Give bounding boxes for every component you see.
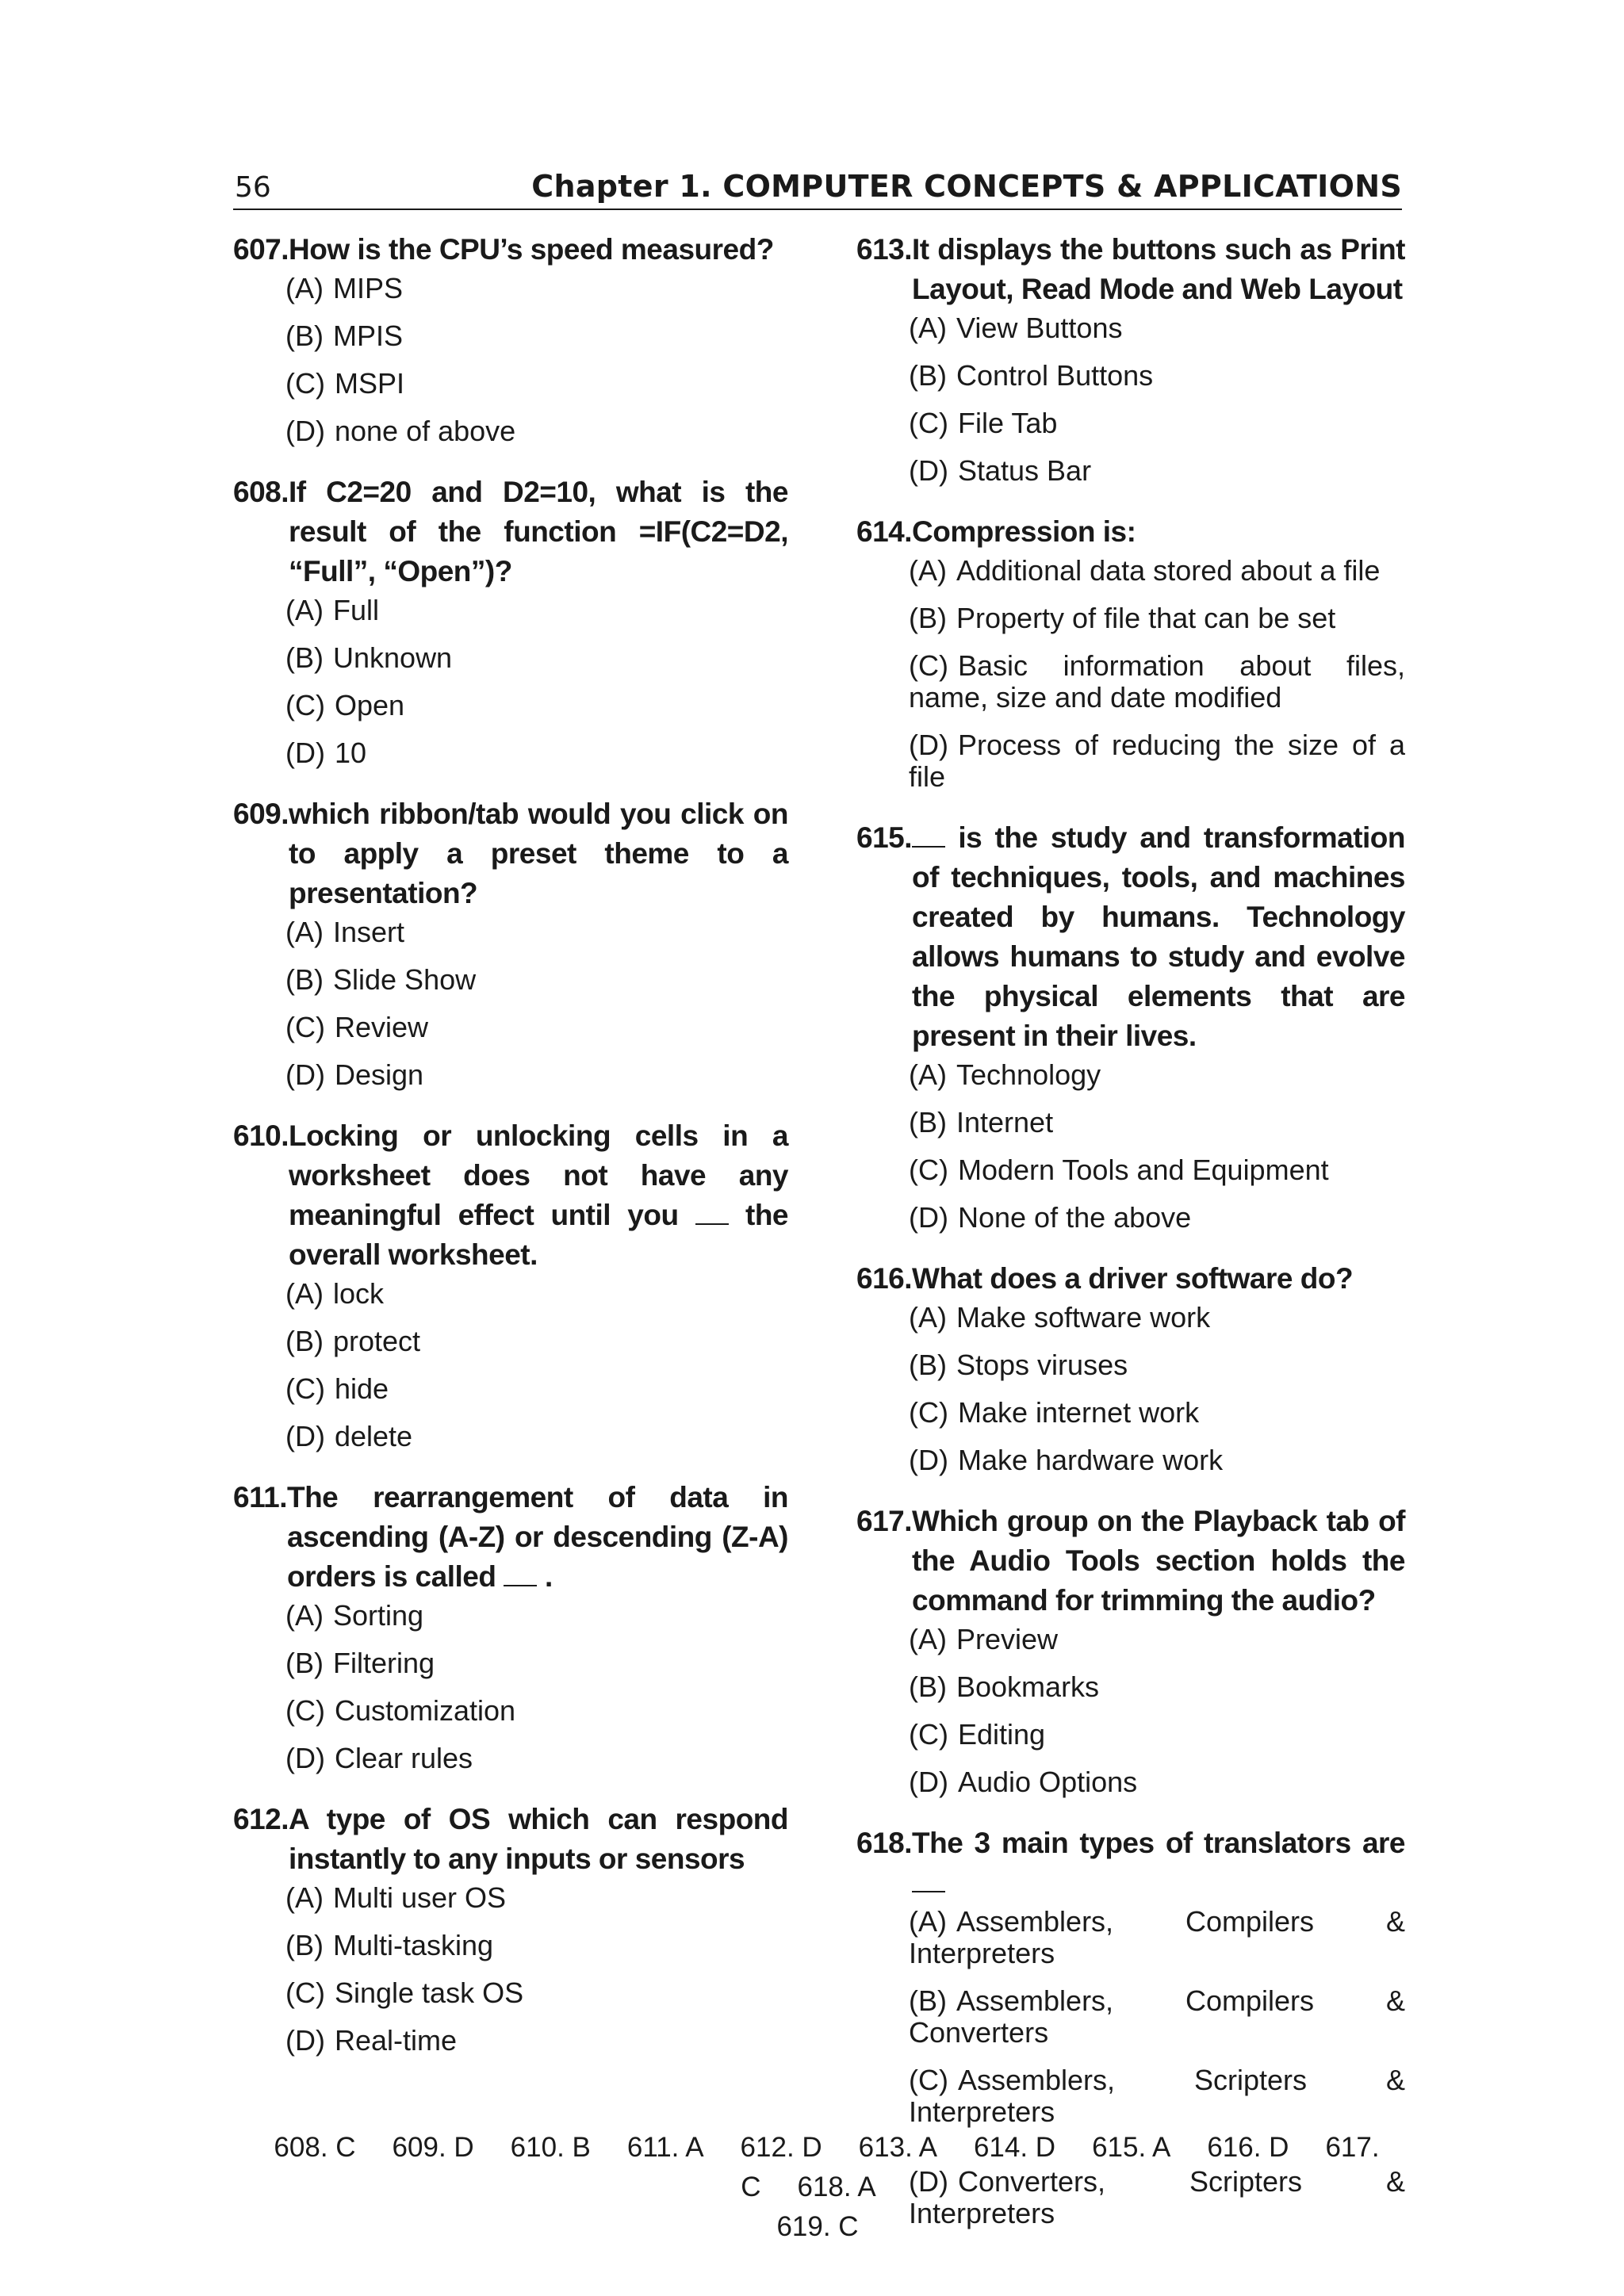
question-text: What does a driver software do? (912, 1262, 1354, 1295)
options-list (909, 1302, 1405, 1476)
question-block (233, 230, 788, 447)
option-letter: (A) (285, 272, 324, 304)
question-text-after: the overall worksheet. (289, 1199, 788, 1271)
question-block (856, 818, 1405, 1234)
options-list (285, 1278, 788, 1452)
question-block (233, 1478, 788, 1774)
answer-item: 609. D (392, 2132, 474, 2163)
question-text: Compression is: (912, 515, 1136, 548)
question-block (856, 230, 1405, 487)
option-item (285, 2025, 788, 2057)
option-letter: (B) (909, 1984, 947, 2017)
option-letter: (B) (285, 1929, 324, 1961)
option-item (909, 2064, 1405, 2128)
option-item (285, 368, 788, 400)
question-line (233, 794, 788, 913)
question-text-before: The 3 main types of translators are (912, 1827, 1405, 1859)
answer-blank (504, 1584, 537, 1586)
option-item (909, 1059, 1405, 1091)
option-letter: (D) (285, 1420, 325, 1452)
option-letter: (D) (909, 1444, 948, 1476)
option-item (909, 408, 1405, 439)
option-item (909, 1445, 1405, 1476)
option-item (909, 1624, 1405, 1655)
option-item (285, 1743, 788, 1774)
question-line (233, 1478, 788, 1597)
answer-item: 614. D (973, 2132, 1056, 2163)
option-item (285, 595, 788, 626)
option-text: Additional data stored about a file (956, 554, 1381, 587)
option-letter: (C) (285, 1011, 325, 1043)
question-text-before: Locking or unlocking cells in a worksheet does not have any meaningful effect until you (289, 1119, 788, 1231)
option-text: Real-time (334, 2024, 458, 2057)
option-letter: (B) (909, 1106, 947, 1138)
option-letter: (B) (285, 1325, 324, 1357)
option-text: Make hardware work (957, 1444, 1224, 1476)
option-text: Single task OS (334, 1976, 524, 2009)
option-item (909, 1671, 1405, 1703)
option-text: Slide Show (333, 963, 477, 996)
question-line (856, 512, 1405, 552)
answer-item: 611. A (626, 2132, 704, 2163)
option-text: MIPS (333, 272, 404, 304)
option-text: Assemblers, Compilers & Interpreters (909, 1905, 1405, 1969)
option-letter: (A) (285, 916, 324, 948)
option-item (285, 320, 788, 352)
option-text: MSPI (334, 367, 404, 400)
option-item (909, 312, 1405, 344)
options-list (285, 1600, 788, 1774)
option-item (285, 916, 788, 948)
option-text: Open (334, 689, 405, 721)
option-letter: (D) (285, 1742, 325, 1774)
option-item (285, 642, 788, 674)
answer-item: 616. D (1207, 2132, 1289, 2163)
question-number: 618. (856, 1827, 913, 1859)
page-number: 56 (235, 171, 271, 204)
question-number: 615. (856, 821, 913, 854)
option-text: File Tab (957, 407, 1058, 439)
option-text: Review (334, 1011, 429, 1043)
option-text: Clear rules (334, 1742, 473, 1774)
option-item (285, 964, 788, 996)
option-item (285, 1882, 788, 1914)
option-text: Modern Tools and Equipment (957, 1154, 1329, 1186)
answer-key-line-2 (233, 2207, 1402, 2247)
question-number: 616. (856, 1262, 913, 1295)
option-item (909, 1985, 1405, 2049)
question-text: If C2=20 and D2=10, what is the result of the function =IF(C2=D2, “Full”, “Open”)? (289, 476, 788, 587)
option-letter: (C) (909, 1154, 948, 1186)
option-letter: (C) (909, 2064, 948, 2096)
option-letter: (B) (285, 641, 324, 674)
option-letter: (C) (285, 1976, 325, 2009)
option-item (909, 1107, 1405, 1138)
option-item (285, 1373, 788, 1405)
option-letter: (D) (909, 454, 948, 487)
answer-item: 610. B (510, 2132, 591, 2163)
option-text: Control Buttons (956, 359, 1154, 392)
option-item (285, 1600, 788, 1632)
option-text: Multi user OS (333, 1881, 507, 1914)
option-letter: (C) (909, 1396, 948, 1429)
option-letter: (D) (285, 737, 325, 769)
option-item (909, 1719, 1405, 1751)
question-block (856, 512, 1405, 793)
answer-blank (695, 1223, 729, 1225)
question-text-after: . (545, 1560, 553, 1593)
question-text: which ribbon/tab would you click on to apply a preset theme to a presentation? (289, 798, 788, 909)
answer-key-line-1 (233, 2128, 1402, 2207)
option-text: Design (334, 1058, 424, 1091)
right-question-column (856, 230, 1405, 2255)
options-list (285, 273, 788, 447)
question-text-before: The rearrangement of data in ascending (A-Z) or descending (Z-A) orders is called (286, 1481, 788, 1593)
question-text: How is the CPU’s speed measured? (289, 233, 774, 266)
option-item (285, 415, 788, 447)
answer-item: 615. A (1092, 2132, 1171, 2163)
question-number: 610. (233, 1119, 289, 1152)
option-letter: (A) (909, 1905, 947, 1938)
question-number: 607. (233, 233, 289, 266)
option-text: Filtering (333, 1647, 435, 1679)
question-line (233, 1800, 788, 1879)
option-text: Technology (956, 1058, 1101, 1091)
option-item (285, 690, 788, 721)
question-line (856, 230, 1405, 309)
question-block (856, 1259, 1405, 1476)
option-letter: (C) (285, 689, 325, 721)
question-text: It displays the buttons such as Print Layout, Read Mode and Web Layout (912, 233, 1405, 305)
option-item (909, 1397, 1405, 1429)
option-item (285, 273, 788, 304)
question-block (233, 1800, 788, 2057)
option-text: Audio Options (957, 1766, 1138, 1798)
option-letter: (C) (909, 407, 948, 439)
question-number: 613. (856, 233, 913, 266)
option-letter: (A) (285, 1277, 324, 1310)
option-item (909, 455, 1405, 487)
question-block (856, 1502, 1405, 1798)
option-letter: (A) (909, 1623, 947, 1655)
option-letter: (A) (285, 594, 324, 626)
question-line (856, 1259, 1405, 1299)
option-item (909, 360, 1405, 392)
option-letter: (A) (909, 312, 947, 344)
option-item (909, 1302, 1405, 1334)
option-letter: (B) (285, 963, 324, 996)
option-item (285, 737, 788, 769)
option-text: Assemblers, Scripters & Interpreters (909, 2064, 1405, 2128)
question-number: 611. (233, 1481, 287, 1513)
option-text: none of above (334, 415, 516, 447)
question-text (912, 818, 1405, 1056)
options-list (285, 916, 788, 1091)
option-letter: (C) (285, 367, 325, 400)
question-line (233, 1116, 788, 1275)
option-text: Make internet work (957, 1396, 1200, 1429)
option-item (909, 1202, 1405, 1234)
page-header (233, 163, 1402, 210)
option-item (909, 729, 1405, 793)
option-letter: (D) (909, 729, 948, 761)
option-item (909, 1906, 1405, 1969)
question-number: 614. (856, 515, 913, 548)
option-text: Make software work (956, 1301, 1211, 1334)
question-block (233, 473, 788, 769)
option-text: Preview (956, 1623, 1059, 1655)
question-line (856, 818, 1405, 1056)
option-text: Customization (334, 1694, 516, 1727)
option-letter: (D) (285, 415, 325, 447)
options-list (909, 555, 1405, 793)
option-text: Status Bar (957, 454, 1092, 487)
option-letter: (D) (909, 1201, 948, 1234)
question-block (233, 794, 788, 1091)
answer-key (233, 2128, 1402, 2247)
option-item (285, 1647, 788, 1679)
option-text: Sorting (333, 1599, 424, 1632)
options-list (909, 1624, 1405, 1798)
question-number: 608. (233, 476, 289, 508)
question-text (912, 1823, 1405, 1903)
option-letter: (D) (285, 1058, 325, 1091)
option-text: Assemblers, Compilers & Converters (909, 1984, 1405, 2049)
option-item (909, 650, 1405, 714)
option-text: delete (334, 1420, 413, 1452)
option-text: MPIS (333, 320, 404, 352)
option-text: Process of reducing the size of a file (909, 729, 1405, 793)
option-item (285, 1421, 788, 1452)
option-text: protect (333, 1325, 421, 1357)
question-text: Which group on the Playback tab of the Audio Tools section holds the command for trimming the audio? (912, 1505, 1405, 1617)
option-letter: (C) (909, 1718, 948, 1751)
option-text: Stops viruses (956, 1349, 1128, 1381)
option-letter: (D) (285, 2024, 325, 2057)
option-text: Internet (956, 1106, 1054, 1138)
option-item (285, 1012, 788, 1043)
option-letter: (B) (909, 602, 947, 634)
options-list (909, 312, 1405, 487)
option-text: Bookmarks (956, 1670, 1100, 1703)
options-list (285, 1882, 788, 2057)
option-text: Editing (957, 1718, 1046, 1751)
option-item (909, 1349, 1405, 1381)
option-item (285, 1059, 788, 1091)
option-letter: (A) (909, 1301, 947, 1334)
question-number: 612. (233, 1803, 289, 1835)
answer-item: 608. C (274, 2132, 356, 2163)
option-item (909, 603, 1405, 634)
question-text: A type of OS which can respond instantly to any inputs or sensors (289, 1803, 788, 1875)
question-line (856, 1823, 1405, 1903)
options-list (909, 1059, 1405, 1234)
question-text (287, 1478, 788, 1597)
option-letter: (A) (285, 1599, 324, 1632)
option-item (285, 1278, 788, 1310)
option-text: Multi-tasking (333, 1929, 494, 1961)
option-text: Converters, Scripters & Interpreters (909, 2165, 1405, 2229)
option-item (285, 1930, 788, 1961)
option-text: Full (333, 594, 380, 626)
option-text: hide (334, 1372, 389, 1405)
answer-item: 612. D (740, 2132, 822, 2163)
option-text: View Buttons (956, 312, 1123, 344)
option-letter: (B) (285, 320, 324, 352)
option-item (285, 1695, 788, 1727)
left-question-column (233, 230, 788, 2082)
question-block (233, 1116, 788, 1452)
option-text: Unknown (333, 641, 453, 674)
options-list (285, 595, 788, 769)
option-letter: (D) (909, 1766, 948, 1798)
option-text: 10 (334, 737, 367, 769)
option-item (285, 1977, 788, 2009)
question-number: 617. (856, 1505, 913, 1537)
option-item (909, 555, 1405, 587)
question-line (856, 1502, 1405, 1621)
option-text: None of the above (957, 1201, 1192, 1234)
answer-blank (912, 1890, 945, 1892)
answer-item: 618. A (797, 2172, 876, 2202)
option-letter: (A) (285, 1881, 324, 1914)
question-number: 609. (233, 798, 289, 830)
chapter-title: Chapter 1. COMPUTER CONCEPTS & APPLICATIONS (531, 169, 1402, 204)
option-item (909, 1154, 1405, 1186)
option-text: Basic information about files, name, size and date modified (909, 649, 1405, 714)
option-letter: (C) (285, 1694, 325, 1727)
option-letter: (C) (285, 1372, 325, 1405)
question-text-after: is the study and transformation of techniques, tools, and machines created by humans. Technology allows humans to study and evolve the physical elements that are present in their lives. (912, 821, 1406, 1052)
option-letter: (B) (909, 1349, 947, 1381)
option-letter: (B) (285, 1647, 324, 1679)
answer-item: 619. C (776, 2211, 859, 2242)
question-line (233, 230, 788, 270)
option-text: lock (333, 1277, 385, 1310)
option-letter: (C) (909, 649, 948, 682)
option-letter: (B) (909, 1670, 947, 1703)
option-letter: (B) (909, 359, 947, 392)
option-item (909, 1766, 1405, 1798)
question-line (233, 473, 788, 591)
option-text: Insert (333, 916, 405, 948)
answer-blank (912, 845, 945, 848)
option-letter: (A) (909, 1058, 947, 1091)
option-item (285, 1326, 788, 1357)
option-text: Property of file that can be set (956, 602, 1336, 634)
answer-item: 613. A (858, 2132, 937, 2163)
option-letter: (A) (909, 554, 947, 587)
answer-item: 617. C (741, 2132, 1380, 2202)
option-letter: (D) (909, 2165, 948, 2198)
question-text (289, 1116, 788, 1275)
